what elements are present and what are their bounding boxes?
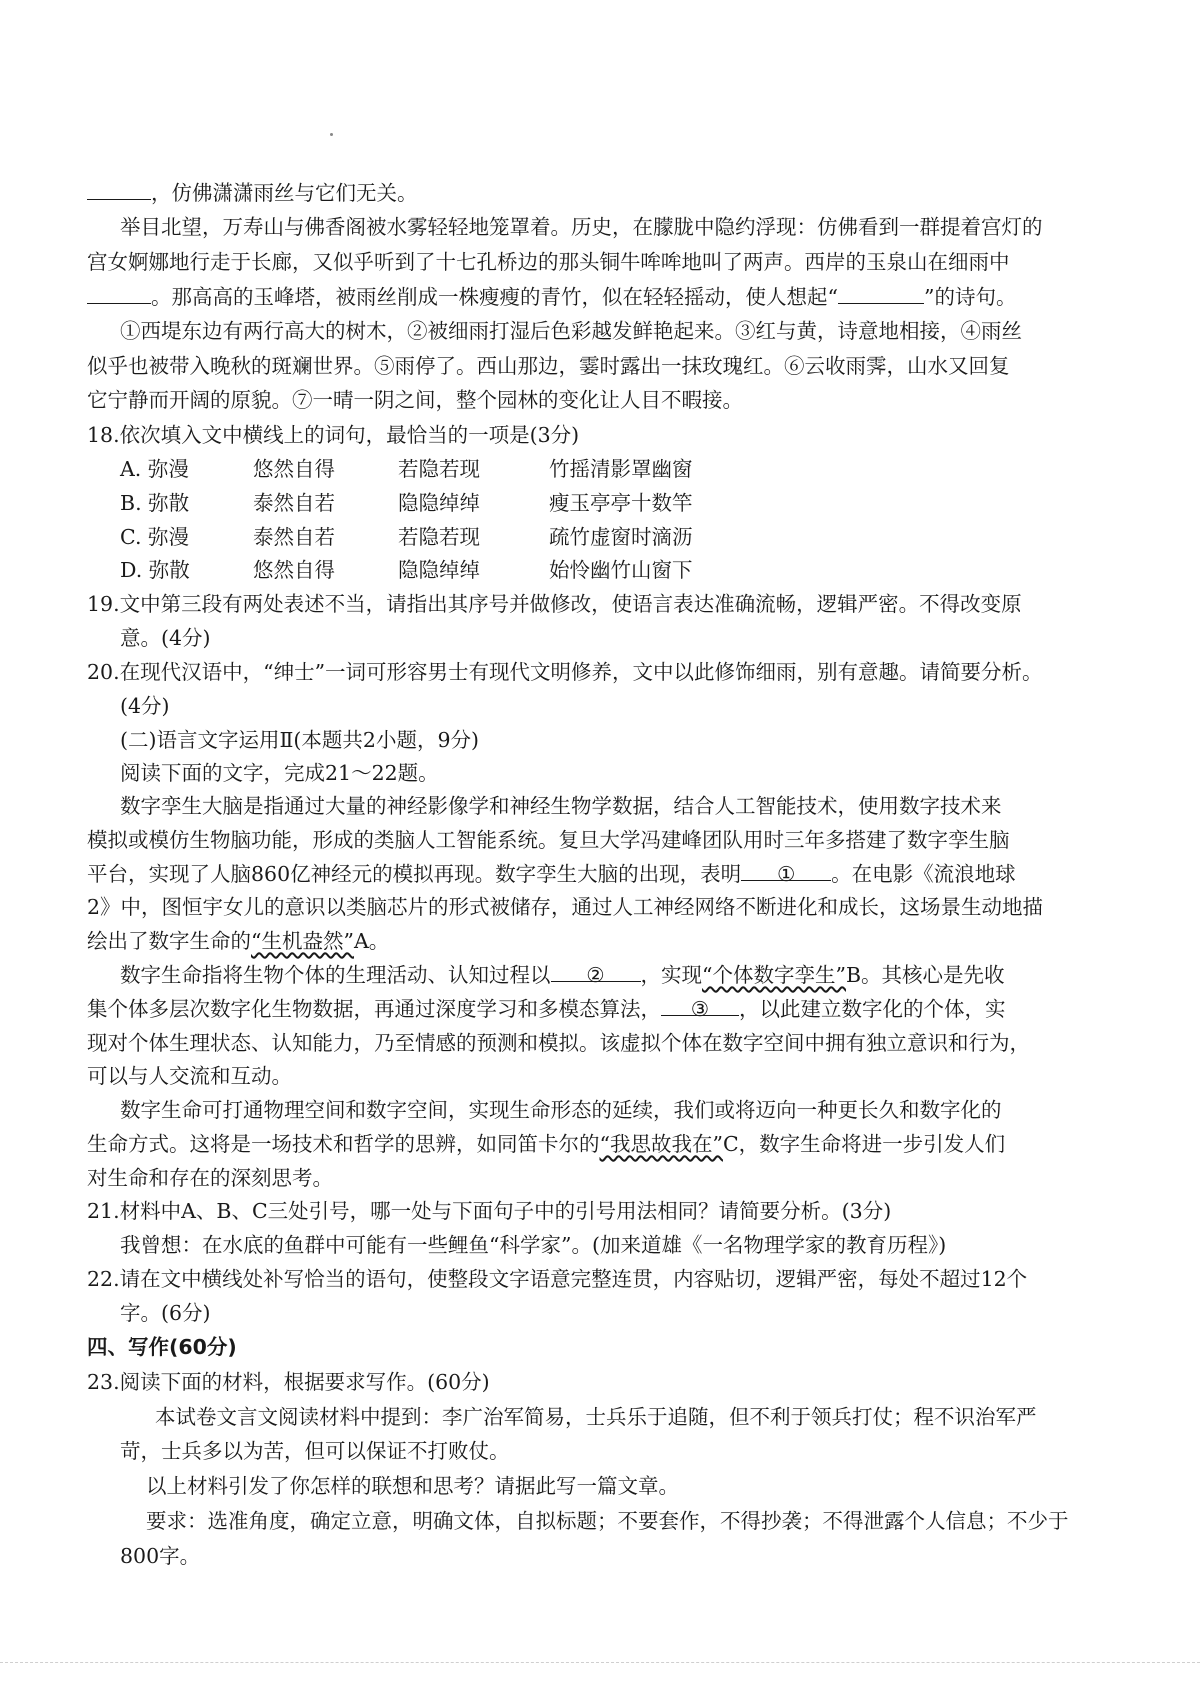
- section-instruction: 阅读下面的文字，完成21～22题。: [120, 761, 439, 785]
- option-word: 泰然自若: [253, 491, 335, 515]
- option-verse: 竹摇清影罩幽窗: [549, 457, 693, 481]
- option-verse: 始怜幽竹山窗下: [549, 558, 693, 582]
- option-label: B. 弥散: [120, 491, 190, 515]
- passage2-line: 生命方式。这将是一场技术和哲学的思辨，如同笛卡尔的“我思故我在”C，数字生命将进一步引发人们: [87, 1132, 1006, 1156]
- passage1-line: 。那高高的玉峰塔，被雨丝削成一株瘦瘦的青竹，似在轻轻摇动，使人想起“ ”的诗句。: [87, 281, 1047, 313]
- fill-blank[interactable]: [87, 281, 151, 304]
- option-word: 若隐若现: [398, 525, 480, 549]
- material-line: 苛，士兵多以为苦，但可以保证不打败仗。: [120, 1439, 510, 1463]
- passage2-line: 现对个体生理状态、认知能力，乃至情感的预测和模拟。该虚拟个体在数字空间中拥有独立意识和行为，: [87, 1031, 1030, 1055]
- part-heading: 四、写作(60分): [87, 1335, 237, 1359]
- option-label: A. 弥漫: [120, 457, 189, 481]
- passage1-line: ①西堤东边有两行高大的树木，②被细雨打湿后色彩越发鲜艳起来。③红与黄，诗意地相接，④雨丝: [120, 319, 1022, 343]
- passage2-line: 数字孪生大脑是指通过大量的神经影像学和神经生物学数据，结合人工智能技术，使用数字技术来: [120, 794, 1002, 818]
- fill-blank-1[interactable]: ①: [741, 858, 831, 881]
- passage1-line: ，仿佛潇潇雨丝与它们无关。: [87, 177, 1047, 209]
- passage2-line: 数字生命指将生物个体的生理活动、认知过程以 ② ，实现“个体数字孪生”B。其核心是先收: [120, 959, 1080, 991]
- question-21-quote: 我曾想：在水底的鱼群中可能有一些鲤鱼“科学家”。(加来道雄《一名物理学家的教育历程》): [120, 1233, 947, 1257]
- question-19-stem: 意。(4分): [120, 626, 211, 650]
- question-20-stem: 20.在现代汉语中，“绅士”一词可形容男士有现代文明修养，文中以此修饰细雨，别有意趣。请简要分析。: [87, 660, 1043, 684]
- quote-c: “我思故我在”: [599, 1132, 723, 1156]
- question-23-stem: 23.阅读下面的材料，根据要求写作。(60分): [87, 1370, 490, 1394]
- writing-requirements: 800字。: [120, 1544, 201, 1568]
- option-word: 隐隐绰绰: [398, 491, 480, 515]
- passage2-line: 数字生命可打通物理空间和数字空间，实现生命形态的延续，我们或将迈向一种更长久和数字化的: [120, 1098, 1002, 1122]
- question-22-stem: 22.请在文中横线处补写恰当的语句，使整段文字语意完整连贯，内容贴切，逻辑严密，每处不超过12个: [87, 1267, 1028, 1291]
- passage1-line: 似乎也被带入晚秋的斑斓世界。⑤雨停了。西山那边，霎时露出一抹玫瑰红。⑥云收雨霁，山水又回复: [87, 354, 1010, 378]
- question-20-stem: (4分): [120, 694, 170, 718]
- question-19-stem: 19.文中第三段有两处表述不当，请指出其序号并做修改，使语言表达准确流畅，逻辑严密。不得改变原: [87, 592, 1022, 616]
- writing-prompt: 以上材料引发了你怎样的联想和思考？请据此写一篇文章。: [146, 1474, 679, 1498]
- fill-blank-2[interactable]: ②: [551, 959, 641, 982]
- scan-speck: [330, 133, 333, 136]
- option-word: 若隐若现: [398, 457, 480, 481]
- question-22-stem: 字。(6分): [120, 1301, 211, 1325]
- passage1-line: 它宁静而开阔的原貌。⑦一晴一阴之间，整个园林的变化让人目不暇接。: [87, 388, 743, 412]
- option-word: 泰然自若: [253, 525, 335, 549]
- passage1-line: 宫女婀娜地行走于长廊，又似乎听到了十七孔桥边的那头铜牛哞哞地叫了两声。西岸的玉泉山在细雨中: [87, 250, 1010, 274]
- quote-b: “个体数字孪生”: [702, 963, 846, 987]
- writing-requirements: 要求：选准角度，确定立意，明确文体，自拟标题；不要套作，不得抄袭；不得泄露个人信息；不少于: [146, 1509, 1069, 1533]
- passage2-line: 对生命和存在的深刻思考。: [87, 1166, 333, 1190]
- option-label: D. 弥散: [120, 558, 190, 582]
- page-bottom-rule: [0, 1662, 1200, 1663]
- passage1-line: 举目北望，万寿山与佛香阁被水雾轻轻地笼罩着。历史，在朦胧中隐约浮现：仿佛看到一群提着宫灯的: [120, 215, 1043, 239]
- option-label: C. 弥漫: [120, 525, 189, 549]
- option-word: 悠然自得: [253, 558, 335, 582]
- passage2-line: 2》中，图恒宇女儿的意识以类脑芯片的形式被储存，通过人工神经网络不断进化和成长，这场景生动地描: [87, 895, 1044, 919]
- question-21-stem: 21.材料中A、B、C三处引号，哪一处与下面句子中的引号用法相同？请简要分析。(3分): [87, 1199, 892, 1223]
- option-verse: 瘦玉亭亭十数竿: [549, 491, 693, 515]
- option-verse: 疏竹虚窗时滴沥: [549, 525, 693, 549]
- passage2-line: 可以与人交流和互动。: [87, 1064, 292, 1088]
- passage2-line: 模拟或模仿生物脑功能，形成的类脑人工智能系统。复旦大学冯建峰团队用时三年多搭建了数字孪生脑: [87, 828, 1010, 852]
- option-word: 隐隐绰绰: [398, 558, 480, 582]
- quote-a: “生机盎然”: [251, 929, 354, 953]
- material-line: 本试卷文言文阅读材料中提到：李广治军简易，士兵乐于追随，但不利于领兵打仗；程不识治军严: [155, 1405, 1037, 1429]
- question-18-stem: 18.依次填入文中横线上的词句，最恰当的一项是(3分): [87, 423, 580, 447]
- fill-blank-3[interactable]: ③: [661, 993, 739, 1016]
- fill-blank[interactable]: [838, 281, 924, 304]
- passage2-line: 平台，实现了人脑860亿神经元的模拟再现。数字孪生大脑的出现，表明 ① 。在电影《流浪地球: [87, 858, 1047, 890]
- passage2-line: 集个体多层次数字化生物数据，再通过深度学习和多模态算法， ③ ，以此建立数字化的个体，实: [87, 993, 1047, 1025]
- section-title: (二)语言文字运用Ⅱ(本题共2小题，9分): [120, 728, 480, 752]
- fill-blank[interactable]: [87, 177, 151, 200]
- option-word: 悠然自得: [253, 457, 335, 481]
- passage2-line: 绘出了数字生命的“生机盎然”A。: [87, 929, 390, 953]
